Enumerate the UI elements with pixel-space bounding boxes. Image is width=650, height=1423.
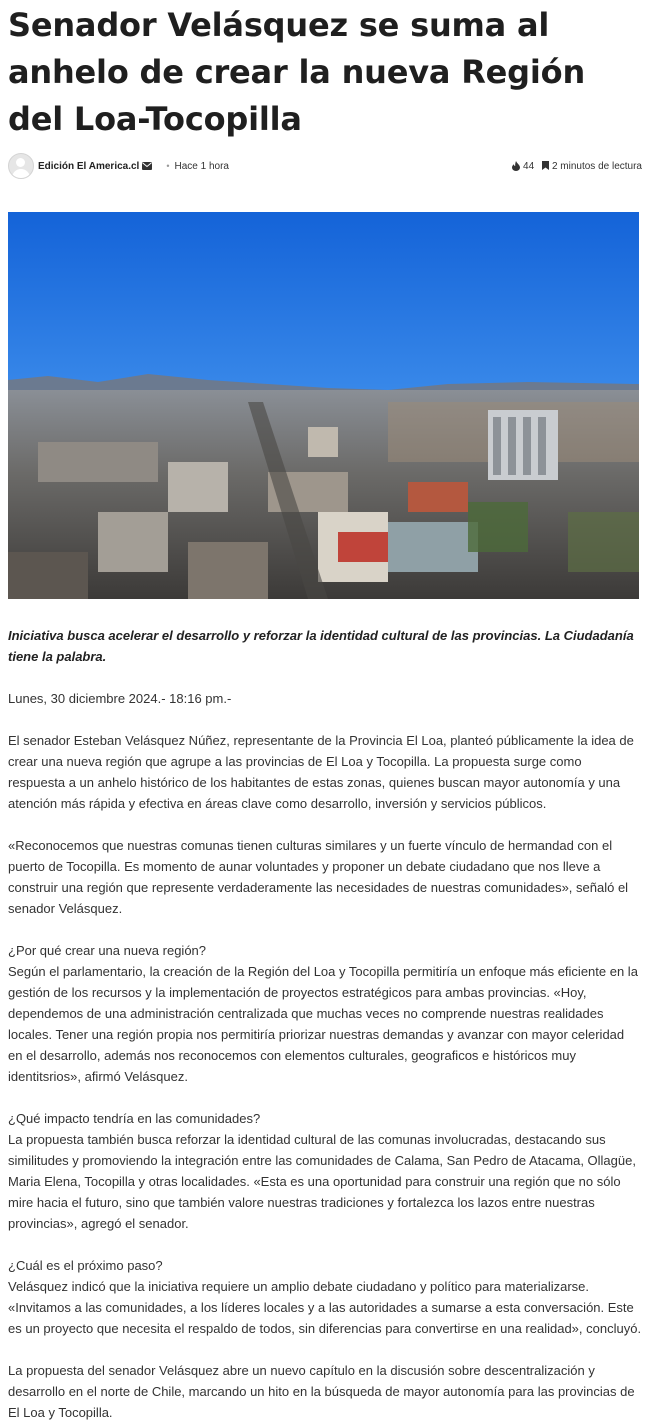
section-heading-next-step: ¿Cuál es el próximo paso? [8, 1258, 163, 1273]
section-impact [8, 1108, 642, 1234]
time-ago: Hace 1 hora [174, 160, 229, 172]
article [0, 2, 650, 1423]
meta-stats [512, 161, 642, 172]
paragraph-2: «Reconocemos que nuestras comunas tienen culturas similares y un fuerte vínculo de hermandad con el puerto de Tocopilla. Es momento de aunar voluntades y proponer un debate ciudadano que nos lleve a construir una región que represente verdaderamente las necesidades de nuestras comunidades», señaló el senador Velásquez. [8, 838, 629, 916]
article-lead: Iniciativa busca acelerar el desarrollo y reforzar la identidad cultural de las provincias. La Ciudadanía tiene la palabra. [8, 628, 634, 664]
meta-author-group [8, 153, 229, 179]
section-heading-why: ¿Por qué crear una nueva región? [8, 943, 207, 958]
separator-dot: • [166, 161, 170, 171]
paragraph-6: La propuesta del senador Velásquez abre un nuevo capítulo en la discusión sobre descentralización y desarrollo en el norte de Chile, marcando un hito en la búsqueda de mayor autonomía para las provincias de El Loa y Tocopilla. [8, 1363, 635, 1420]
paragraph-3: Según el parlamentario, la creación de la Región del Loa y Tocopilla permitiría un enfoque más eficiente en la gestión de los recursos y la implementación de proyectos estratégicos para ambas provincias. «Hoy, dependemos de una administración centralizada que muchas veces no comprende nuestras realidades locales. Tener una región propia nos permitiría priorizar nuestras demandas y avanzar con mayor celeridad en el desarrollo, además nos reconocemos con elementos culturales, geograficos e históricos muy identitsrios», afirmó Velásquez. [8, 964, 638, 1084]
envelope-icon[interactable] [142, 162, 152, 170]
article-meta [8, 153, 642, 179]
section-heading-impact: ¿Qué impacto tendría en las comunidades? [8, 1111, 261, 1126]
read-time: 2 minutos de lectura [551, 160, 642, 172]
paragraph-4: La propuesta también busca reforzar la identidad cultural de las comunas involucradas, destacando sus similitudes y promoviendo la integración entre las comunidades de Calama, San Pedro de Atacama, Ollagüe, Maria Elena, Tocopilla y otras localidades. «Esta es una oportunidad para construir una región que no sólo mire hacia el futuro, sino que también valore nuestras tradiciones y fortalezca los lazos entre nuestras provincias», agregó el senador. [8, 1132, 636, 1231]
author-name[interactable]: Edición El America.cl [38, 160, 140, 172]
paragraph-5: Velásquez indicó que la iniciativa requiere un amplio debate ciudadano y político para materializarse. «Invitamos a las comunidades, a los líderes locales y a las autoridades a sumarse a esta conversación. Este es un proyecto que necesita el respaldo de todos, sin diferencias para convertirse en una realidad», concluyó. [8, 1279, 642, 1336]
read-time-stat [542, 161, 642, 172]
views-stat [512, 161, 534, 172]
paragraph-1: El senador Esteban Velásquez Núñez, representante de la Provincia El Loa, planteó públicamente la idea de crear una nueva región que agrupe a las provincias de El Loa y Tocopilla. La propuesta surge como respuesta a un anhelo histórico de los habitantes de estas zonas, quienes buscan mayor autonomía y una atención más rápida y efectiva en áreas clave como desarrollo, inversión y servicios públicos. [8, 733, 634, 811]
fire-icon [512, 161, 520, 171]
bookmark-icon [542, 161, 549, 170]
article-body [8, 625, 642, 1423]
views-count: 44 [523, 160, 535, 172]
hero-image [8, 212, 639, 599]
section-why [8, 940, 642, 1087]
article-dateline: Lunes, 30 diciembre 2024.- 18:16 pm.- [8, 691, 232, 706]
section-next-step [8, 1255, 642, 1339]
article-title: Senador Velásquez se suma al anhelo de crear la nueva Región del Loa-Tocopilla [8, 6, 586, 138]
author-avatar[interactable] [8, 153, 34, 179]
